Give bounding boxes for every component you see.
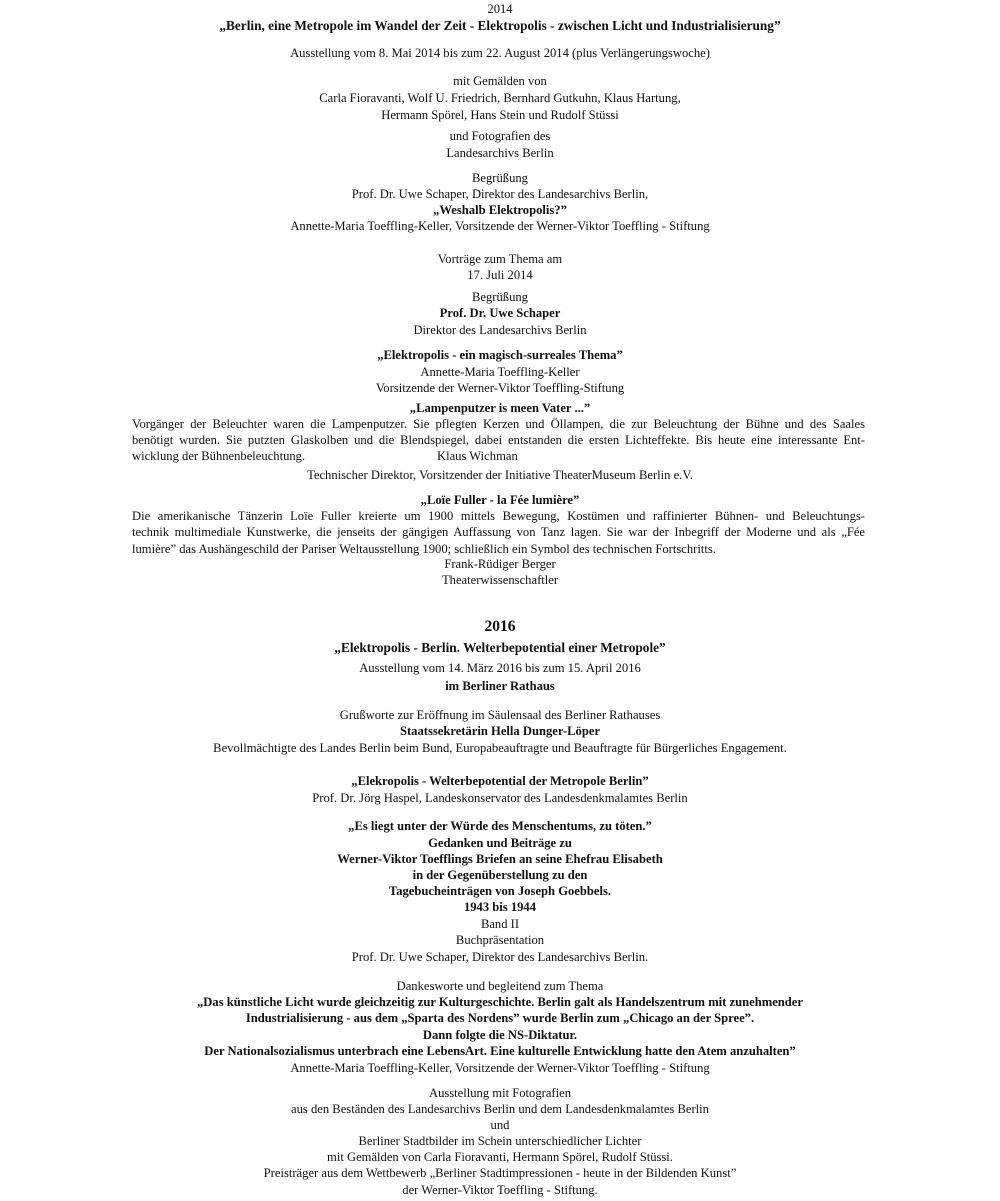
exhibit-line: Preisträger aus dem Wettbewerb „Berliner Stadtimpressionen - heute in der Bildenden Kunst” — [263, 1166, 737, 1180]
book-presentation: Buchpräsentation — [455, 933, 545, 947]
talk-title: „Loïe Fuller - la Fée lumière” — [420, 493, 580, 507]
talk-person: Annette-Maria Toeffling-Keller, Vorsitzende der Werner-Viktor Toeffling - Stiftung — [290, 219, 710, 233]
welcome-name: Staatssekretärin Hella Dunger-Löper — [399, 724, 601, 738]
painters-line: Hermann Spörel, Hans Stein und Rudolf Stüssi — [381, 108, 619, 122]
painters-line: Carla Fioravanti, Wolf U. Friedrich, Bernhard Gutkuhn, Klaus Hartung, — [319, 91, 681, 105]
talk-title: „Elekropolis - Welterbepotential der Metropole Berlin” — [351, 774, 649, 788]
book-volume: Band II — [480, 917, 520, 931]
year-heading: 2014 — [487, 2, 513, 16]
greeting-person: Prof. Dr. Uwe Schaper, Direktor des Landesarchivs Berlin, — [351, 187, 649, 201]
description-line: benötigt wurden. Sie putzten Glaskolben und die Blendspiegel, dabei entstanden die ersten Lichteffekte. Bis heute eine interessante Ent- — [132, 433, 865, 448]
thanks-quote-line: Der Nationalsozialismus unterbrach eine LebensArt. Eine kulturelle Entwicklung hatte den Atem anzuhalten” — [204, 1044, 796, 1058]
thanks-quote-line: Industrialisierung - aus dem „Sparta des Nordens” wurde Berlin zum „Chicago an der Spree”. — [245, 1011, 755, 1025]
exhibition-venue: im Berliner Rathaus — [445, 679, 555, 693]
book-title-line: Werner-Viktor Toefflings Briefen an seine Ehefrau Elisabeth — [337, 852, 663, 866]
thanks-intro: Dankesworte und begleitend zum Thema — [396, 979, 604, 993]
book-title-line: „Es liegt unter der Würde des Menschentums, zu töten.” — [348, 819, 652, 833]
description-line: wicklung der Bühnenbeleuchtung. — [132, 449, 306, 463]
book-presenter: Prof. Dr. Uwe Schaper, Direktor des Landesarchivs Berlin. — [351, 950, 649, 964]
exhibition-title: „Elektropolis - Berlin. Welterbepotential einer Metropole” — [334, 640, 666, 655]
year-heading: 2016 — [484, 618, 516, 635]
exhibit-line: der Werner-Viktor Toeffling - Stiftung. — [402, 1183, 598, 1197]
talk-title: „Elektropolis - ein magisch-surreales Thema” — [377, 348, 623, 362]
talk-title: „Weshalb Elektropolis?” — [433, 203, 567, 217]
greeting-name: Prof. Dr. Uwe Schaper — [439, 306, 561, 320]
book-title-line: Tagebucheinträgen von Joseph Goebbels. — [388, 884, 612, 898]
talk-speaker-role: Theaterwissenschaftler — [441, 573, 559, 587]
book-title-line: in der Gegenüberstellung zu den — [412, 868, 588, 882]
greeting-label: Begrüßung — [472, 290, 528, 304]
talk-speaker-role: Technischer Direktor, Vorsitzender der Initiative TheaterMuseum Berlin e.V. — [307, 468, 693, 482]
description-line: technik multimediale Kunstwerke, die jenseits der gängigen Auffassung von Tanz lagen. Sie war der Inbegriff der Moderne und als „Fée — [132, 525, 865, 540]
photos-intro: und Fotografien des — [449, 129, 551, 143]
talk-description — [132, 416, 865, 449]
description-line: Vorgänger der Beleuchter waren die Lampenputzer. Sie pflegten Kerzen und Öllampen, die zur Beleuchtung der Bühne und des Saales — [132, 417, 865, 431]
book-title-line: 1943 bis 1944 — [463, 900, 537, 914]
talk-speaker: Annette-Maria Toeffling-Keller — [420, 365, 580, 379]
archive-name: Landesarchivs Berlin — [446, 146, 554, 160]
description-line: lumière” das Aushängeschild der Pariser Weltausstellung 1900; schließlich ein Symbol des technischen Fortschritts. — [132, 541, 716, 556]
paintings-intro: mit Gemälden von — [453, 74, 547, 88]
exhibit-line: aus den Beständen des Landesarchivs Berlin und dem Landesdenkmalamtes Berlin — [291, 1102, 709, 1116]
greeting-label: Begrüßung — [472, 171, 528, 185]
greeting-role: Direktor des Landesarchivs Berlin — [413, 323, 587, 337]
talk-description — [132, 508, 865, 557]
thanks-person: Annette-Maria Toeffling-Keller, Vorsitzende der Werner-Viktor Toeffling - Stiftung — [290, 1061, 710, 1075]
talk-speaker: Klaus Wichman — [437, 449, 518, 463]
exhibit-line: mit Gemälden von Carla Fioravanti, Hermann Spörel, Rudolf Stüssi. — [327, 1150, 673, 1164]
talk-person: Prof. Dr. Jörg Haspel, Landeskonservator des Landesdenkmalamtes Berlin — [312, 791, 688, 805]
welcome-role: Bevollmächtigte des Landes Berlin beim Bund, Europabeauftragte und Beauftragte für Bürgerliches Engagement. — [213, 741, 787, 755]
talk-speaker-role: Vorsitzende der Werner-Viktor Toeffling-Stiftung — [375, 381, 625, 395]
welcome-intro: Grußworte zur Eröffnung im Säulensaal des Berliner Rathauses — [339, 708, 661, 722]
thanks-quote-line: Dann folgte die NS-Diktatur. — [422, 1028, 578, 1042]
lectures-date: 17. Juli 2014 — [467, 268, 533, 282]
exhibit-line: Berliner Stadtbilder im Schein unterschiedlicher Lichter — [358, 1134, 642, 1148]
exhibit-line: und — [490, 1118, 510, 1132]
exhibit-line: Ausstellung mit Fotografien — [428, 1086, 572, 1100]
book-title-line: Gedanken und Beiträge zu — [428, 836, 572, 850]
talk-speaker: Frank-Rüdiger Berger — [444, 557, 556, 571]
talk-title: „Lampenputzer is meen Vater ...” — [409, 401, 591, 415]
exhibition-title: „Berlin, eine Metropole im Wandel der Zeit - Elektropolis - zwischen Licht und Industrialisierung” — [219, 18, 781, 33]
thanks-quote-line: „Das künstliche Licht wurde gleichzeitig zur Kulturgeschichte. Berlin galt als Handelszentrum mit zunehmender — [197, 995, 803, 1009]
lectures-intro: Vorträge zum Thema am — [437, 252, 563, 266]
exhibition-dates: Ausstellung vom 8. Mai 2014 bis zum 22. August 2014 (plus Verlängerungswoche) — [290, 46, 710, 60]
exhibition-dates: Ausstellung vom 14. März 2016 bis zum 15. April 2016 — [359, 661, 641, 675]
description-line: Die amerikanische Tänzerin Loïe Fuller kreierte um 1900 mittels Bewegung, Kostümen und raffinierter Bühnen- und Beleuchtungs- — [132, 509, 865, 523]
